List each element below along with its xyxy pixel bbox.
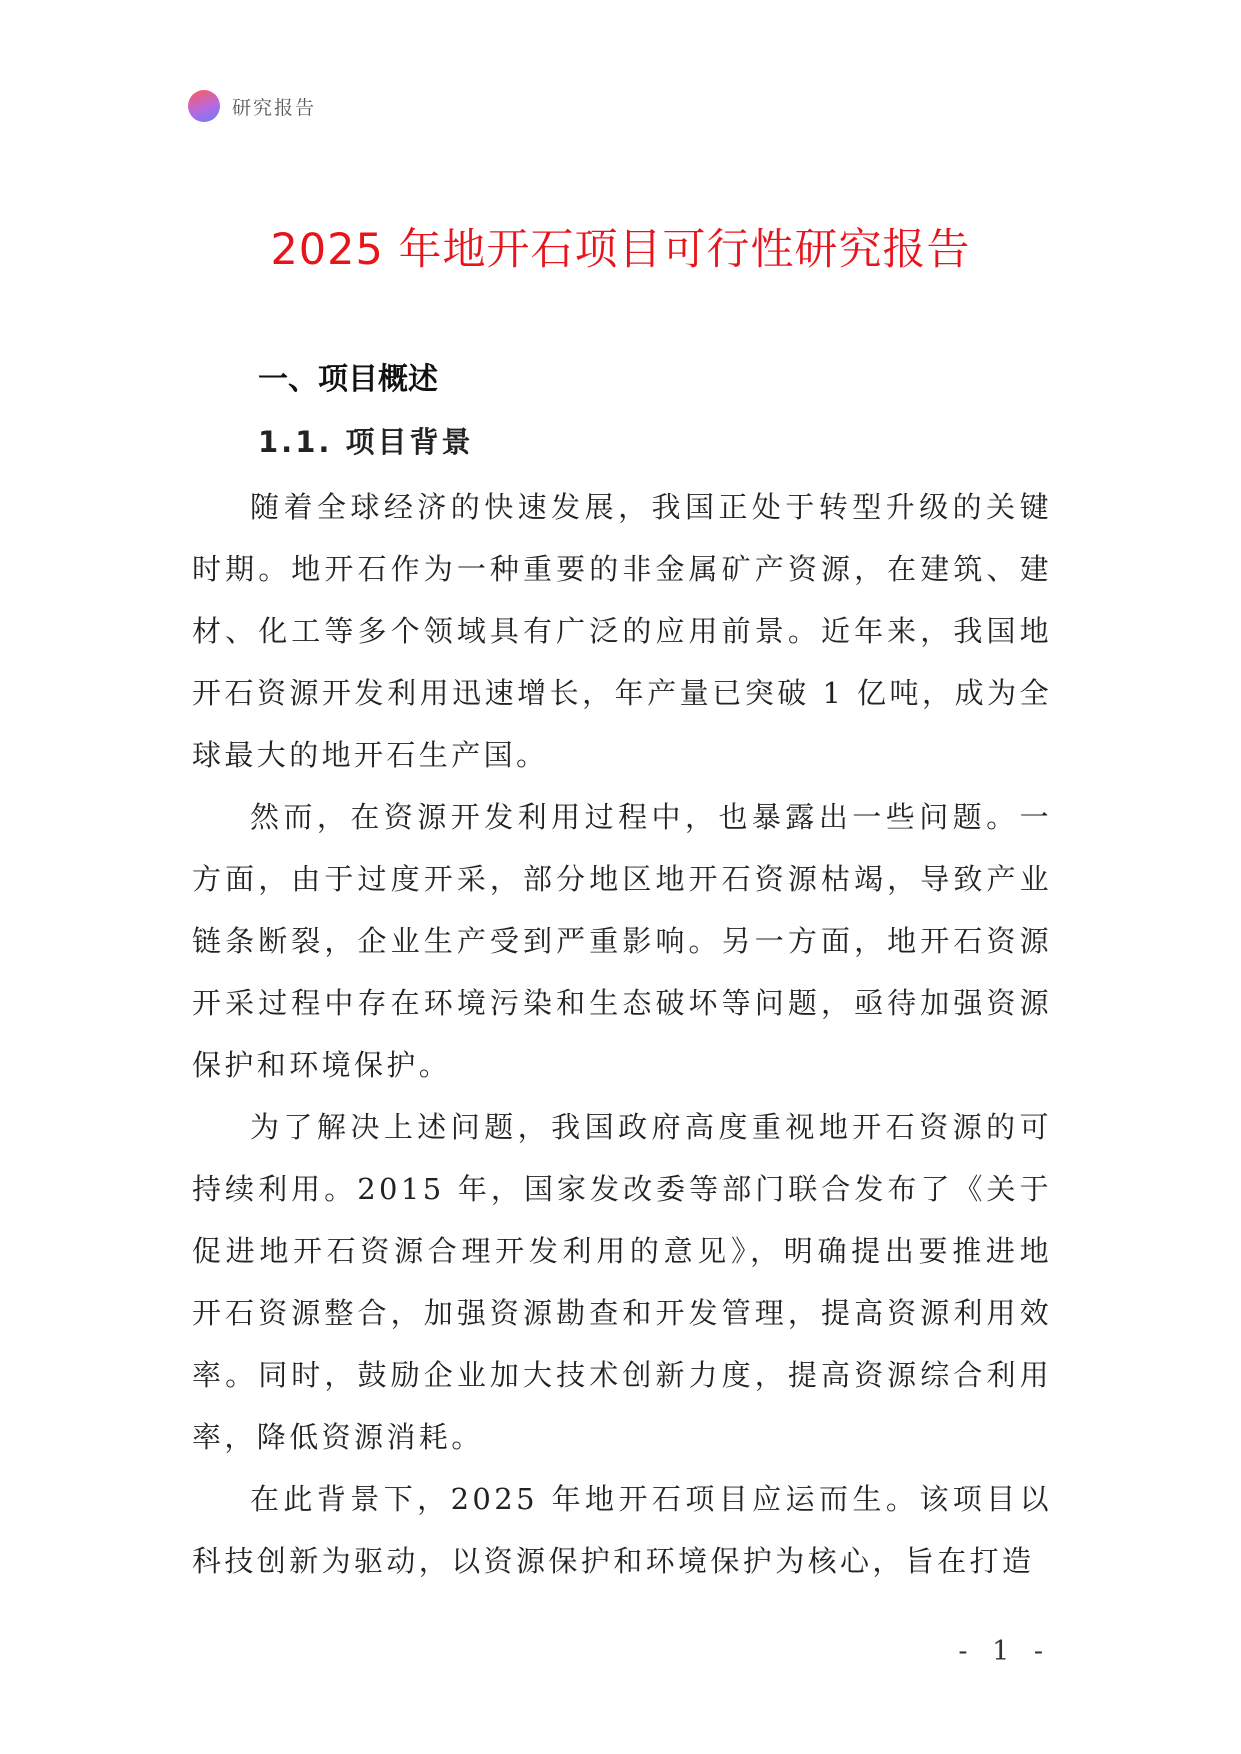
- paragraph: 随着全球经济的快速发展，我国正处于转型升级的关键时期。地开石作为一种重要的非金属矿产资源，在建筑、建材、化工等多个领域具有广泛的应用前景。近年来，我国地开石资源开发利用迅速增长，年产量已突破 1 亿吨，成为全球最大的地开石生产国。: [192, 490, 1052, 772]
- page-number: - 1 -: [958, 1636, 1051, 1667]
- page-header: [188, 88, 316, 124]
- section-heading: 一、项目概述: [258, 362, 438, 397]
- paragraph: 为了解决上述问题，我国政府高度重视地开石资源的可持续利用。2015 年，国家发改委等部门联合发布了《关于促进地开石资源合理开发利用的意见》，明确提出要推进地开石资源整合，加强资源勘查和开发管理，提高资源利用效率。同时，鼓励企业加大技术创新力度，提高资源综合利用率，降低资源消耗。: [192, 1110, 1052, 1454]
- paragraph: 然而，在资源开发利用过程中，也暴露出一些问题。一方面，由于过度开采，部分地区地开石资源枯竭，导致产业链条断裂，企业生产受到严重影响。另一方面，地开石资源开采过程中存在环境污染和生态破坏等问题，亟待加强资源保护和环境保护。: [192, 800, 1052, 1082]
- body-text: [192, 476, 1052, 1592]
- subsection-heading: 1.1. 项目背景: [258, 425, 474, 459]
- paragraph: 在此背景下，2025 年地开石项目应运而生。该项目以科技创新为驱动，以资源保护和环境保护为核心，旨在打造: [192, 1482, 1052, 1578]
- header-label: 研究报告: [232, 96, 317, 119]
- document-title: 2025 年地开石项目可行性研究报告: [270, 225, 971, 275]
- logo-icon: [188, 90, 220, 122]
